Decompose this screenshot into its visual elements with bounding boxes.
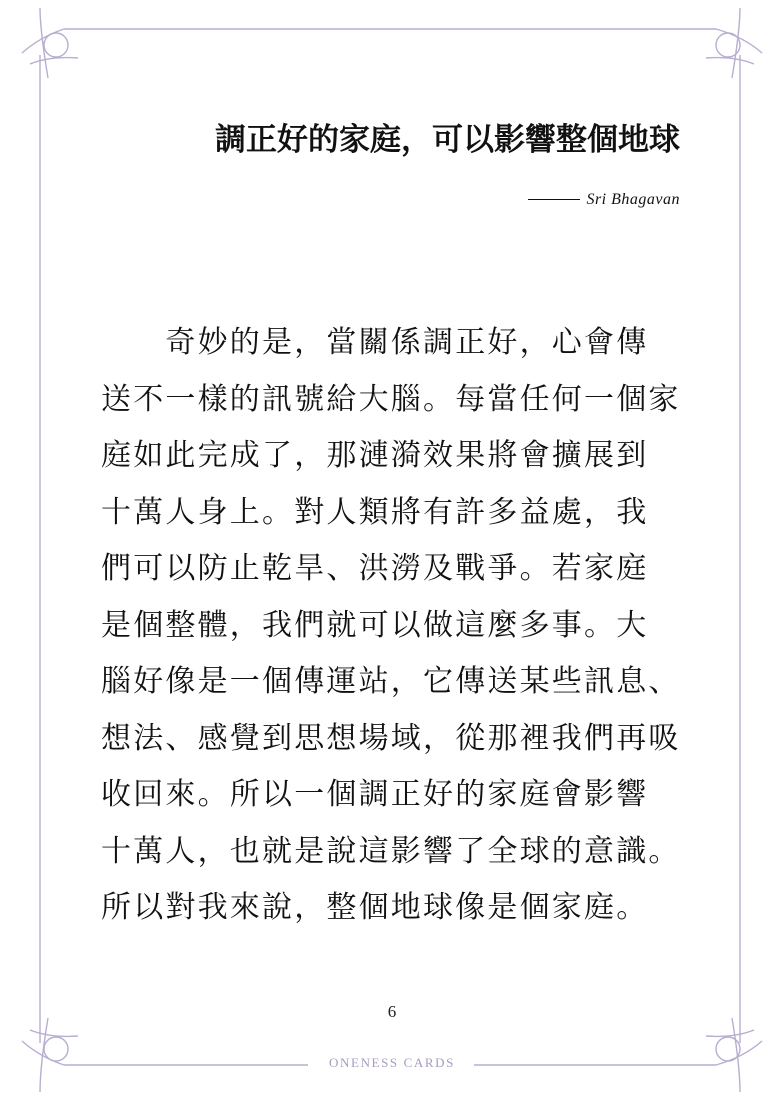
corner-knot-icon-top-left bbox=[22, 8, 78, 78]
body-line: 收回來。所以一個調正好的家庭會影響 bbox=[101, 777, 649, 812]
body-line: 十萬人，也就是說這影響了全球的意識。 bbox=[101, 833, 681, 869]
body-paragraph bbox=[101, 315, 685, 937]
body-line: 送不一樣的訊號給大腦。每當任何一個家 bbox=[101, 381, 681, 417]
body-line: 奇妙的是，當關係調正好，心會傳 bbox=[101, 325, 649, 360]
body-line: 們可以防止乾旱、洪澇及戰爭。若家庭 bbox=[101, 551, 649, 586]
attribution-author: Sri Bhagavan bbox=[586, 191, 680, 208]
body-line: 是個整體，我們就可以做這麼多事。大 bbox=[101, 607, 649, 643]
attribution bbox=[80, 188, 680, 212]
footer-brand: ONENESS CARDS bbox=[329, 1055, 455, 1070]
body-line: 所以對我來說，整個地球像是個家庭。 bbox=[101, 890, 649, 925]
body-line: 庭如此完成了，那漣漪效果將會擴展到 bbox=[101, 438, 649, 473]
body-line: 想法、感覺到思想場域，從那裡我們再吸 bbox=[101, 720, 681, 756]
corner-knot-icon-top-right bbox=[706, 8, 762, 78]
body-line: 十萬人身上。對人類將有許多益處，我 bbox=[101, 494, 649, 530]
page-number: 6 bbox=[387, 1002, 397, 1021]
card-title: 調正好的家庭，可以影響整個地球 bbox=[215, 122, 680, 158]
body-line: 腦好像是一個傳運站，它傳送某些訊息、 bbox=[101, 664, 681, 699]
attribution-dash bbox=[528, 199, 580, 200]
